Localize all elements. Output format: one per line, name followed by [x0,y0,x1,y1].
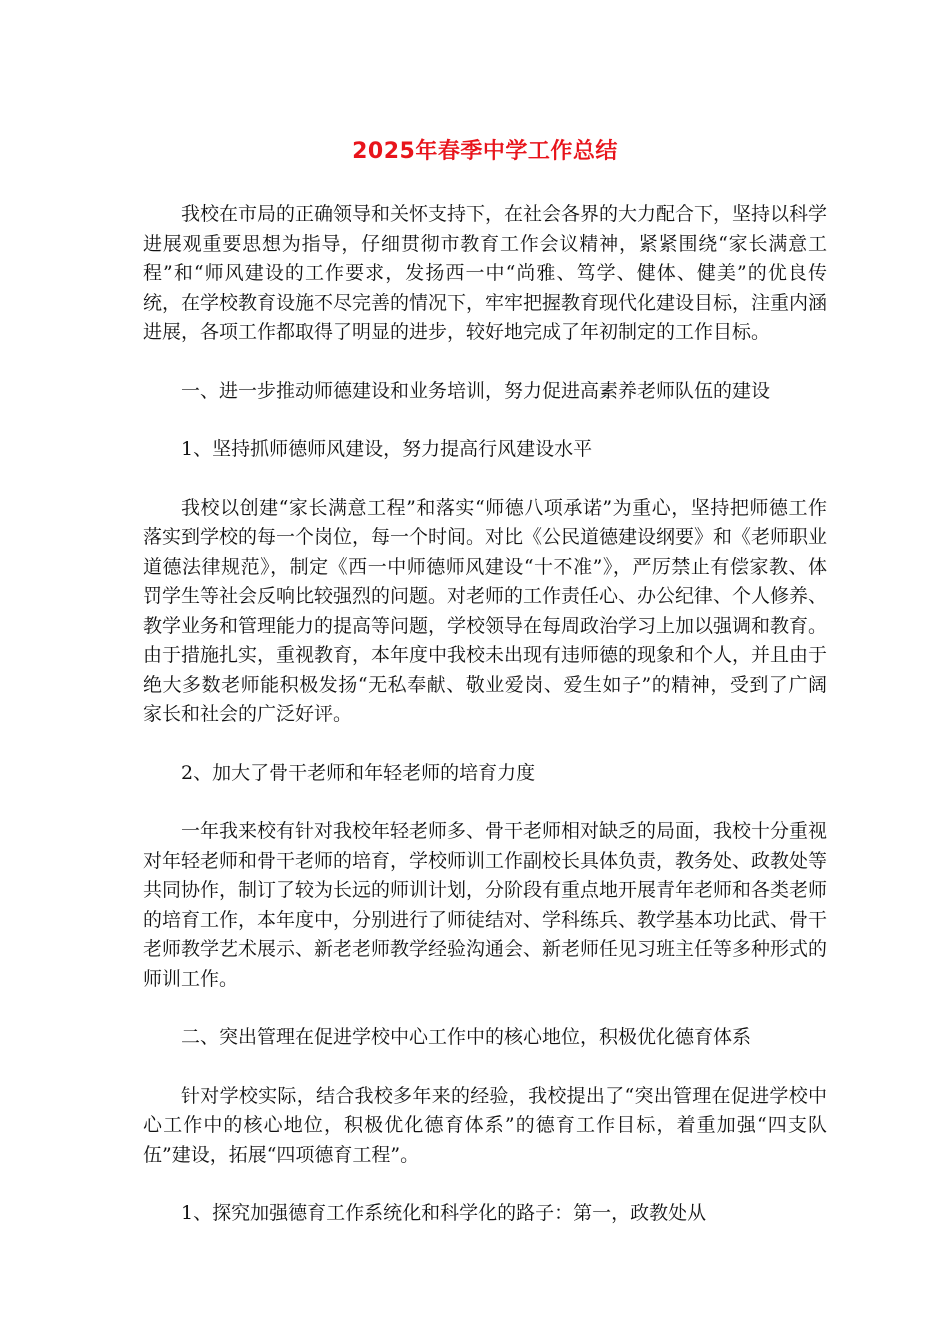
section-heading-2: 二、突出管理在促进学校中心工作中的核心地位，积极优化德育体系 [181,1026,752,1048]
body-paragraph-1-2: 一年我来校有针对我校年轻老师多、骨干老师相对缺乏的局面，我校十分重视对年轻老师和骨干老师的培育，学校师训工作副校长具体负责，教务处、政教处等共同协作，制订了较为长远的师训计划，分阶段有重点地开展青年老师和各类老师的培育工作，本年度中，分别进行了师徒结对、学科练兵、教学基本功比武、骨干老师教学艺术展示、新老老师教学经验沟通会、新老师任见习班主任等多种形式的师训工作。 [143,820,828,990]
subsection-heading-1-1: 1、坚持抓师德师风建设，努力提高行风建设水平 [181,438,593,460]
document-page [143,130,827,1258]
intro-paragraph: 我校在市局的正确领导和关怀支持下，在社会各界的大力配合下，坚持以科学进展观重要思想为指导，仔细贯彻市教育工作会议精神，紧紧围绕“家长满意工程”和“师风建设的工作要求，发扬西一中“尚雅、笃学、健体、健美”的优良传统，在学校教育设施不尽完善的情况下，牢牢把握教育现代化建设目标，注重内涵进展，各项工作都取得了明显的进步，较好地完成了年初制定的工作目标。 [143,203,828,343]
document-title: 2025年春季中学工作总结 [352,139,618,164]
body-paragraph-2: 针对学校实际，结合我校多年来的经验，我校提出了“突出管理在促进学校中心工作中的核心地位，积极优化德育体系”的德育工作目标，着重加强“四支队伍”建设，拓展“四项德育工程”。 [143,1084,827,1166]
subsection-heading-2-1: 1、探究加强德育工作系统化和科学化的路子：第一，政教处从 [181,1202,707,1224]
subsection-heading-1-2: 2、加大了骨干老师和年轻老师的培育力度 [181,761,536,784]
section-heading-1: 一、进一步推动师德建设和业务培训，努力促进高素养老师队伍的建设 [181,379,771,402]
body-paragraph-1-1: 我校以创建“家长满意工程”和落实“师德八项承诺”为重心，坚持把师德工作落实到学校的每一个岗位，每一个时间。对比《公民道德建设纲要》和《老师职业道德法律规范》，制定《西一中师德师风建设“十不准”》，严厉禁止有偿家教、体罚学生等社会反响比较强烈的问题。对老师的工作责任心、办公纪律、个人修养、教学业务和管理能力的提高等问题，学校领导在每周政治学习上加以强调和教育。由于措施扎实，重视教育，本年度中我校未出现有违师德的现象和个人，并且由于绝大多数老师能积极发扬“无私奉献、敬业爱岗、爱生如子”的精神，受到了广阔家长和社会的广泛好评。 [143,496,828,725]
